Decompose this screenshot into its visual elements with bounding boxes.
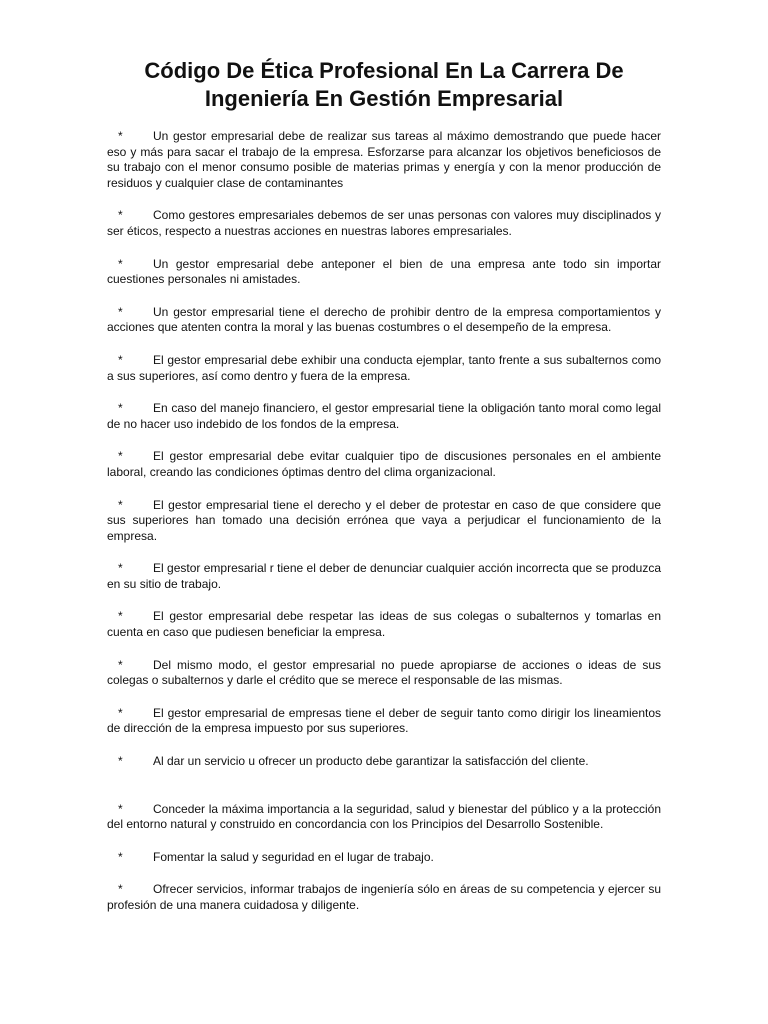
bullet-marker: * (118, 754, 123, 769)
list-item (107, 353, 661, 384)
list-item-text: El gestor empresarial de empresas tiene el deber de seguir tanto como dirigir los lineamientos de dirección de la empresa impuesto por sus superiores. (107, 705, 661, 736)
bullet-marker: * (118, 882, 123, 897)
bullet-marker: * (118, 208, 123, 223)
list-item-text: El gestor empresarial debe respetar las ideas de sus colegas o subalternos y tomarlas en cuenta en caso que pudiesen beneficiar la empresa. (107, 609, 661, 640)
list-item (107, 850, 661, 866)
list-item (107, 802, 661, 833)
bullet-marker: * (118, 657, 123, 672)
list-item (107, 401, 661, 432)
bullet-marker: * (118, 849, 123, 864)
list-item-text: El gestor empresarial debe evitar cualquier tipo de discusiones personales en el ambiente laboral, creando las condiciones óptimas dentro del clima organizacional. (107, 449, 661, 479)
bullet-marker: * (118, 129, 123, 143)
list-item (107, 257, 661, 288)
bullet-marker: * (118, 352, 123, 367)
bullet-marker: * (118, 561, 123, 576)
list-item-text: Como gestores empresariales debemos de ser unas personas con valores muy disciplinados y ser éticos, respecto a nuestras acciones en nuestras labores empresariales. (107, 208, 661, 238)
list-item (107, 449, 661, 480)
ethics-list (0, 129, 768, 914)
list-item (107, 305, 661, 336)
list-item (107, 658, 661, 689)
list-item (107, 609, 661, 640)
page-title (0, 57, 768, 113)
list-item-text: Ofrecer servicios, informar trabajos de ingeniería sólo en áreas de su competencia y ejercer su profesión de una manera cuidadosa y diligente. (107, 882, 661, 912)
bullet-marker: * (118, 449, 123, 464)
title-line-2: Ingeniería En Gestión Empresarial (204, 86, 564, 111)
list-item-text: Un gestor empresarial tiene el derecho de prohibir dentro de la empresa comportamientos y acciones que atenten contra la moral y las buenas costumbres o el desempeño de la empresa. (107, 304, 661, 335)
list-item (107, 208, 661, 239)
list-item-text: Al dar un servicio u ofrecer un producto debe garantizar la satisfacción del cliente. (153, 754, 589, 769)
list-item (107, 129, 661, 191)
list-item-text: Conceder la máxima importancia a la seguridad, salud y bienestar del público y a la protección del entorno natural y construido en concordancia con los Principios del Desarrollo Sostenible. (107, 801, 661, 832)
bullet-marker: * (118, 401, 123, 416)
bullet-marker: * (118, 304, 123, 319)
list-item (107, 498, 661, 545)
bullet-marker: * (118, 705, 123, 720)
list-item (107, 882, 661, 913)
list-item-text: Fomentar la salud y seguridad en el lugar de trabajo. (153, 849, 434, 864)
list-item-text: En caso del manejo financiero, el gestor empresarial tiene la obligación tanto moral como legal de no hacer uso indebido de los fondos de la empresa. (107, 401, 661, 431)
list-item (107, 706, 661, 737)
list-item-text: El gestor empresarial r tiene el deber de denunciar cualquier acción incorrecta que se produzca en su sitio de trabajo. (107, 561, 661, 591)
list-item-text: El gestor empresarial tiene el derecho y el deber de protestar en caso de que considere que sus superiores han tomado una decisión errónea que vaya a perjudicar el funcionamiento de la empresa. (107, 497, 661, 543)
list-item-text: Del mismo modo, el gestor empresarial no puede apropiarse de acciones o ideas de sus colegas o subalternos y darle el crédito que se merece el responsable de las mismas. (107, 657, 661, 688)
list-item (107, 754, 661, 770)
list-item-text: El gestor empresarial debe exhibir una conducta ejemplar, tanto frente a sus subalternos como a sus superiores, así como dentro y fuera de la empresa. (107, 352, 661, 383)
bullet-marker: * (118, 801, 123, 816)
bullet-marker: * (118, 256, 123, 271)
title-line-1: Código De Ética Profesional En La Carrera De (144, 58, 624, 83)
bullet-marker: * (118, 497, 123, 512)
list-item-text: Un gestor empresarial debe de realizar sus tareas al máximo demostrando que puede hacer eso y más para sacar el trabajo de la empresa. Esforzarse para alcanzar los objetivos beneficiosos de su trabajo con el menor consumo posible de materias primas y energía y con la menor producción de residuos y cualquier clase de contaminantes (107, 129, 661, 190)
list-item (107, 561, 661, 592)
bullet-marker: * (118, 609, 123, 624)
list-item-text: Un gestor empresarial debe anteponer el bien de una empresa ante todo sin importar cuestiones personales ni amistades. (107, 256, 661, 287)
